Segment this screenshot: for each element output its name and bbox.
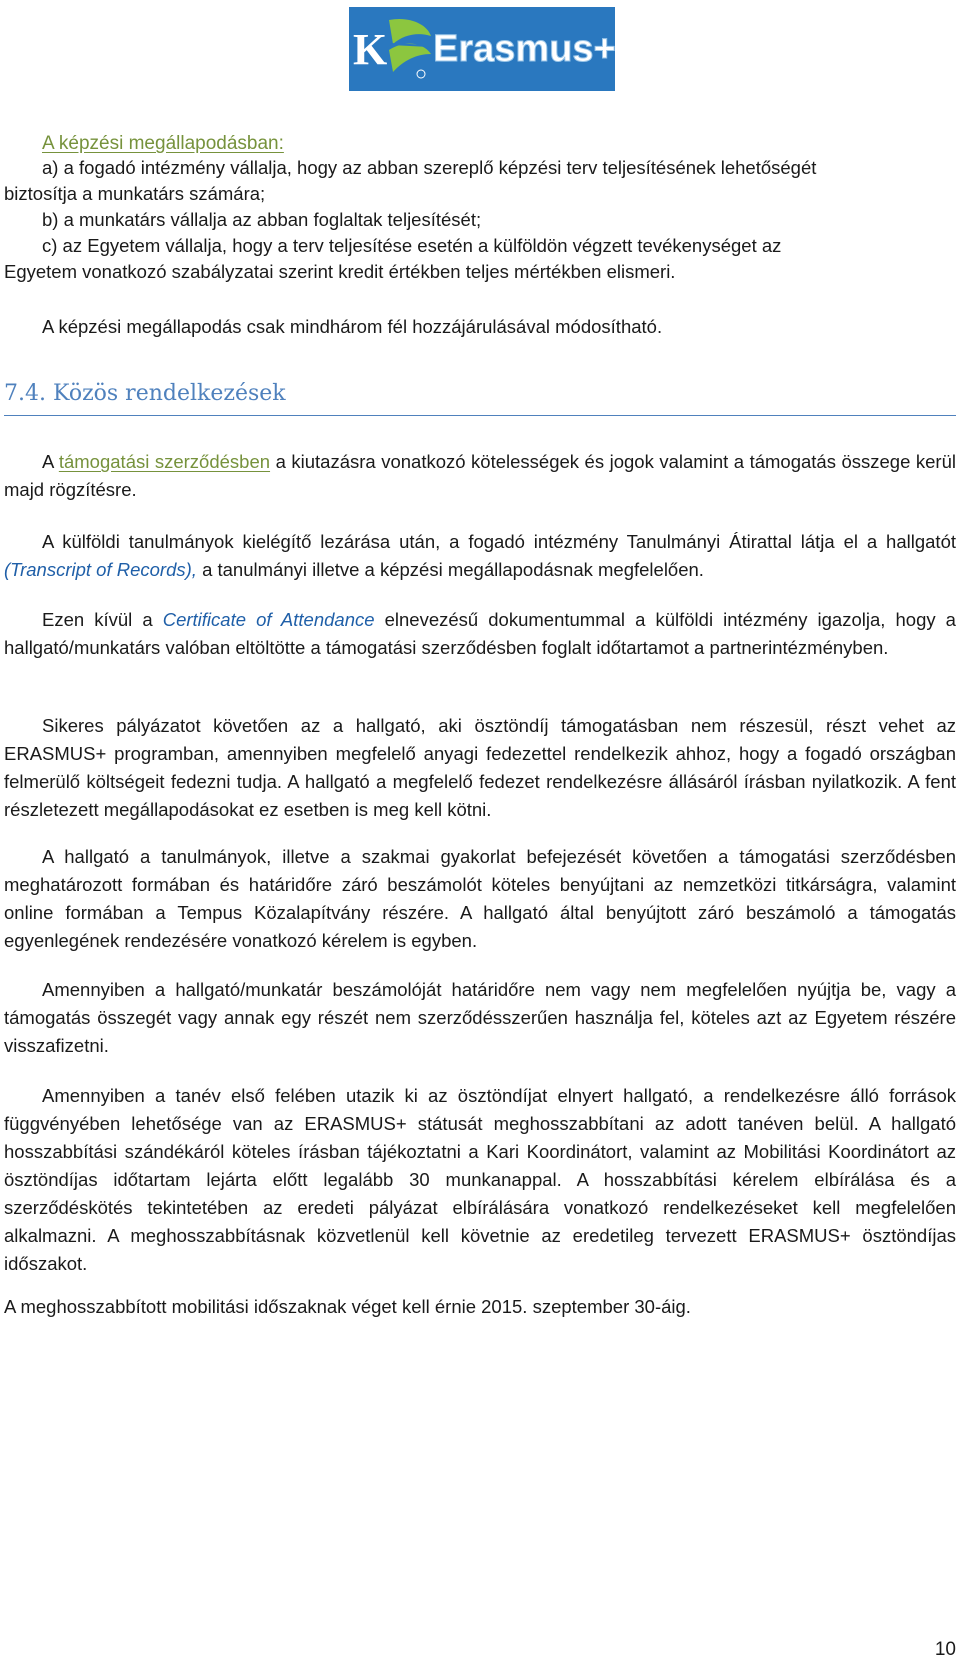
intro-line-c2: Egyetem vonatkozó szabályzatai szerint kredit értékben teljes mértékben elismeri. [4,261,676,282]
logo-text: Erasmus+ [433,27,616,70]
amendment-text: A képzési megállapodás csak mindhárom fél hozzájárulásával módosítható. [42,316,663,337]
certificate-of-attendance: Certificate of Attendance [162,609,375,630]
paragraph-deadline: A meghosszabbított mobilitási időszaknak véget kell érnie 2015. szeptember 30-áig. [4,1296,691,1317]
paragraph-extension: Amennyiben a tanév első felében utazik ki az ösztöndíjat elnyert hallgató, a rendelkezésre álló források függvényében lehetősége van az ERASMUS+ státusát meghosszabbítani az adott tanéven belül. A hallgató hosszabbítási szándékáról köteles írásban tájékoztatni a Kari Koordinátort, valamint az Mobilitási Koordinátort az ösztöndíjas időtartam lejárta előtt legalább 30 munkanappal. A hosszabbítási kérelem elbírálása és a szerződéskötés tekintetében az eredeti pályázat elbírálására vonatkozó rendelkezéseket kell megfelelően alkalmazni. A meghosszabbításnak közvetlenül kell követnie az eredetileg tervezett ERASMUS+ ösztöndíjas időszakot. [4,1085,956,1274]
transcript-of-records: (Transcript of Records), [4,559,197,580]
section-heading: 7.4. Közös rendelkezések [4,379,956,416]
paragraph-repayment: Amennyiben a hallgató/munkatár beszámolóját határidőre nem vagy nem megfelelően nyújtja be, vagy a támogatás összegét vagy annak egy részét nem szerződésszerűen használja fel, köteles azt az Egyetem részére visszafizetni. [4,979,956,1056]
p1-post: a kiutazásra vonatkozó kötelességek és jogok valamint a támogatás összege kerül majd rögzítésre. [4,451,956,500]
p2-post: a tanulmányi illetve a képzési megállapodásnak megfelelően. [196,559,704,580]
p1-pre: A [42,451,59,472]
k-leaf-icon [349,14,433,84]
p2-pre: A külföldi tanulmányok kielégítő lezárása után, a fogadó intézmény Tanulmányi Átirattal látja el a hallgatót [42,531,956,552]
paragraph-final-report: A hallgató a tanulmányok, illetve a szakmai gyakorlat befejezését követően a támogatási szerződésben meghatározott formában és határidőre záró beszámolót köteles benyújtani az nemzetközi titkárságra, valamint online formában a Tempus Közalapítvány részére. A hallgató által benyújtott záró beszámoló a támogatás egyenlegének rendezésére vonatkozó kérelem is egyben. [4,846,956,951]
page-number: 10 [934,1639,956,1660]
paragraph-certificate [4,606,956,662]
p3-post: elnevezésű dokumentummal a külföldi intézmény igazolja, hogy a hallgató/munkatárs valóban eltöltötte a támogatási szerződésben foglalt időtartamot a partnerintézményben. [4,609,956,658]
k-leaf-logo-icon [349,7,433,91]
intro-line-a: a) a fogadó intézmény vállalja, hogy az abban szereplő képzési terv teljesítésének lehetőségét [42,157,817,178]
intro-line-b: b) a munkatárs vállalja az abban foglaltak teljesítését; [42,209,482,230]
logo-letter: K [353,25,388,74]
p3-pre: Ezen kívül a [42,609,163,630]
intro-line-a2: biztosítja a munkatárs számára; [4,183,266,204]
erasmus-logo [349,7,615,91]
intro-line-c: c) az Egyetem vállalja, hogy a terv teljesítése esetén a külföldön végzett tevékenységet az [42,235,782,256]
paragraph-support-contract [4,448,956,504]
paragraph-self-funded: Sikeres pályázatot követően az a hallgató, aki ösztöndíj támogatásban nem részesül, részt vehet az ERASMUS+ programban, amennyiben megfelelő anyagi fedezettel rendelkezik ahhoz, hogy a fogadó országban felmerülő költségeit fedezni tudja. A hallgató a megfelelő fedezet rendelkezésre állásáról írásban nyilatkozik. A fent részletezett megállapodásokat ez esetben is meg kell kötni. [4,715,956,820]
support-contract-link[interactable]: támogatási szerződésben [58,451,271,472]
intro-title: A képzési megállapodásban: [42,133,284,154]
paragraph-transcript [4,528,956,584]
